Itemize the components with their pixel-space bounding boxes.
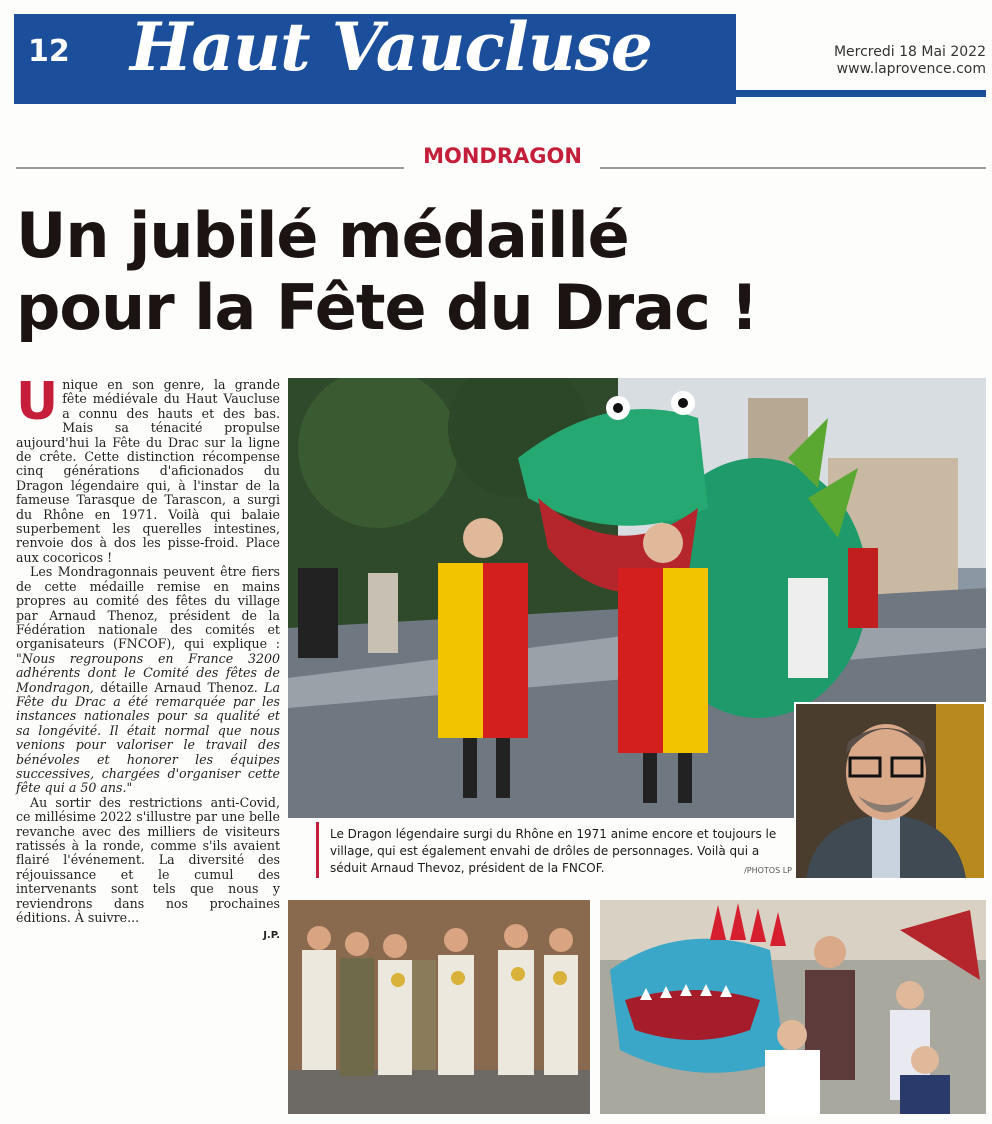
- photo-costumed-group: [288, 900, 590, 1114]
- paragraph-1-text: nique en son genre, la grande fête médiévale du Haut Vaucluse a connu des hauts et des bas. Mais sa ténacité propulse aujourd'hui la Fête du Drac sur la ligne de crête. Cette distinction récompense cinq générations d'aficionados du Dragon légendaire qui, à l'instar de la fameuse Tarasque de Tarascon, a surgi du Rhône en 1971. Voilà qui balaie superbement les querelles intestines, renvoie dos à dos les pisse-froid. Place aux cocoricos !: [16, 377, 280, 565]
- photo-blue-dragon: [600, 900, 986, 1114]
- costumed-group-illustration: [288, 900, 590, 1114]
- photo-portrait-arnaud-thenoz: [794, 702, 986, 880]
- header-meta: [800, 44, 986, 78]
- caption-accent-bar: [316, 822, 319, 878]
- headline-line-1: Un jubilé médaillé: [16, 199, 629, 272]
- photo-credit: /PHOTOS LP: [744, 866, 792, 875]
- rubric-label: MONDRAGON: [423, 144, 582, 168]
- headline: [16, 200, 776, 344]
- section-title: Haut Vaucluse: [130, 8, 652, 86]
- dropcap: U: [16, 372, 59, 432]
- quote-2: La Fête du Drac a été remarquée par les instances nationales pour sa qualité et sa longévité. Il était normal que nous venions pour valoriser le travail des bénévoles et honorer les équipes successives, chargées d'organiser cette fête qui a 50 ans.": [16, 679, 280, 796]
- blue-dragon-illustration: [600, 900, 986, 1114]
- rubric-rule-left: [16, 167, 404, 169]
- quote-1: "Nous regroupons en France 3200 adhérents dont le Comité des fêtes de Mondragon,: [16, 650, 280, 695]
- article-body: [16, 372, 280, 944]
- author-signature: J.P.: [263, 930, 280, 942]
- page-number: 12: [28, 34, 70, 69]
- header-rule: [736, 90, 986, 97]
- headline-line-2: pour la Fête du Drac !: [16, 271, 758, 344]
- paragraph-2-text-b: détaille Arnaud Thenoz.: [93, 679, 265, 695]
- article-paragraph-1: [16, 372, 280, 565]
- article-paragraph-3: Au sortir des restrictions anti-Covid, ce millésime 2022 s'illustre par une belle revanche avec des milliers de visiteurs ratissés à la ronde, comme s'ils avaient flairé l'événement. La diversité des réjouissance et le cumul des intervenants sont tels que nous y reviendrons dans nos prochaines éditions. À suivre...: [16, 794, 280, 926]
- rubric-rule-right: [600, 167, 986, 169]
- photo-caption: Le Dragon légendaire surgi du Rhône en 1971 anime encore et toujours le village, qui est également envahi de drôles de personnages. Voilà qui a séduit Arnaud Thevoz, président de la FNCOF.: [330, 827, 777, 875]
- portrait-illustration: [796, 704, 984, 878]
- article-paragraph-2: [16, 565, 280, 796]
- website-link[interactable]: www.laprovence.com: [836, 61, 986, 77]
- publication-date: Mercredi 18 Mai 2022: [833, 44, 986, 60]
- paragraph-2-text-a: Les Mondragonnais peuvent être fiers de cette médaille remise en mains propres au comité des fêtes du village par Arnaud Thenoz, président de la Fédération nationale des comités et organisateurs (FNCOF), qui explique :: [16, 564, 280, 652]
